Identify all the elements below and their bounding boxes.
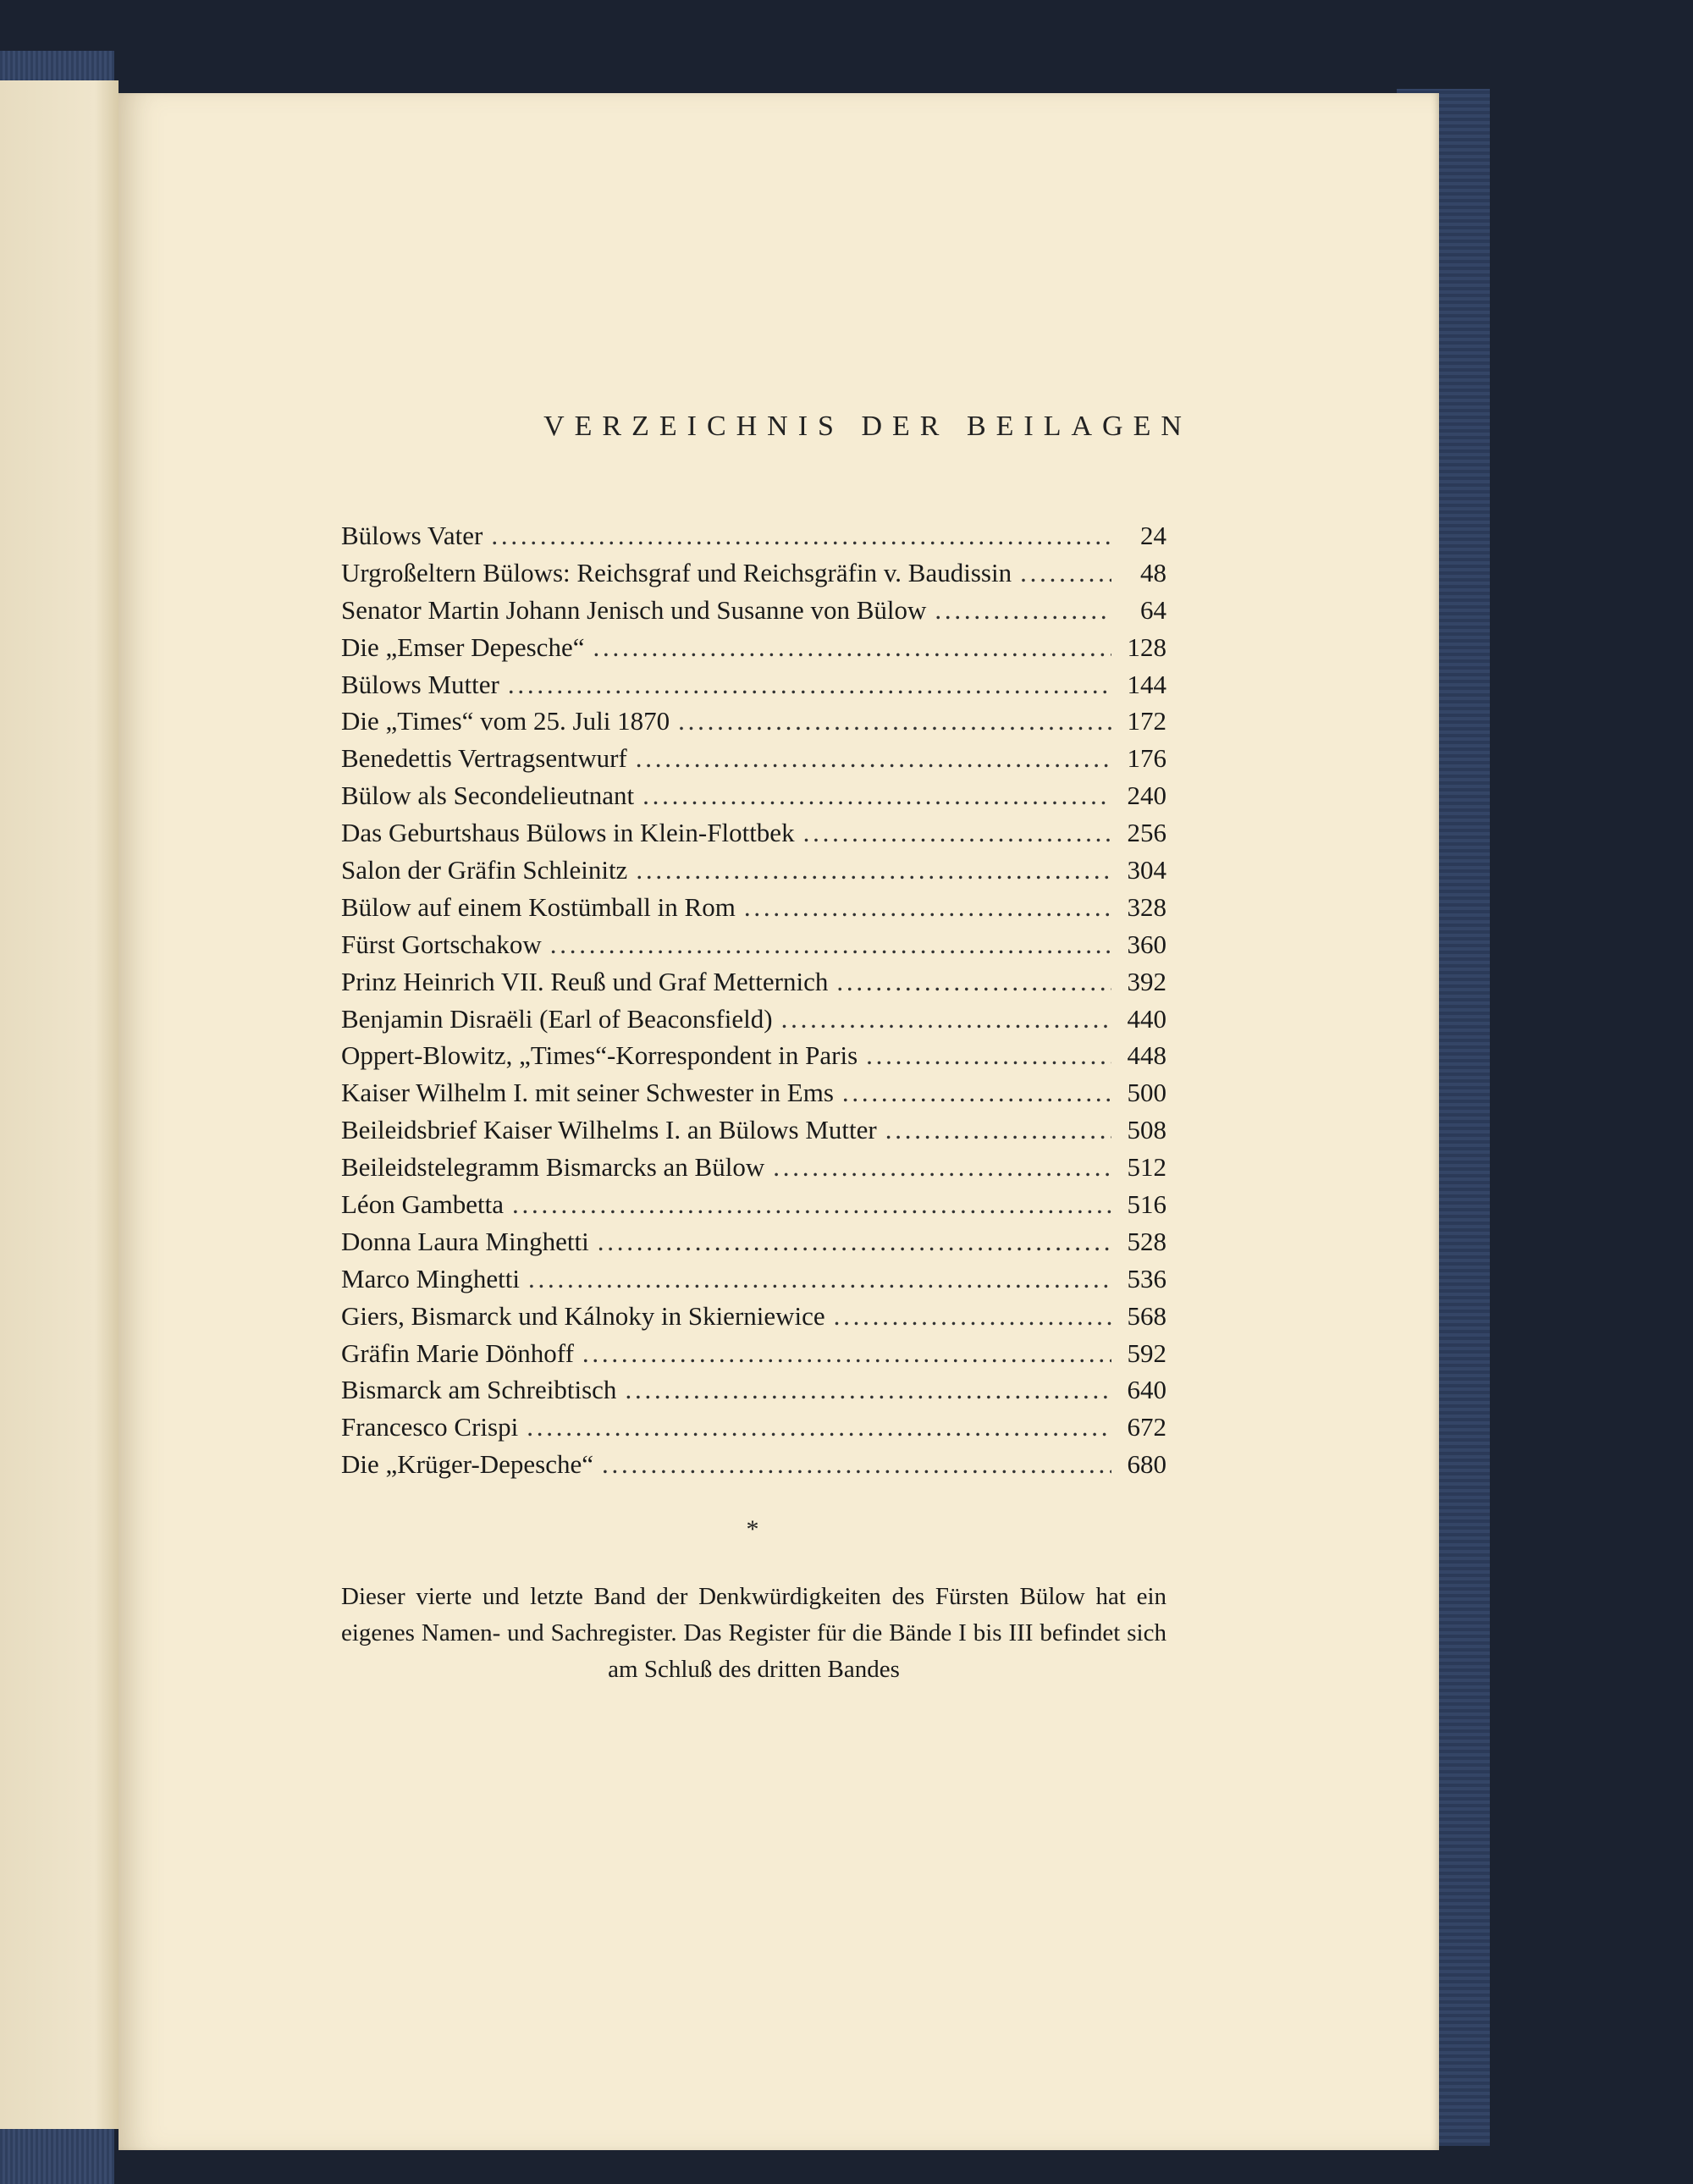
entry-title: Oppert-Blowitz, „Times“-Korrespondent in Paris [341,1040,858,1071]
entry-page-number: 172 [1127,706,1166,736]
dot-leader [550,929,1111,960]
entry-page-number: 516 [1127,1189,1166,1220]
entry-title: Léon Gambetta [341,1189,504,1220]
entry-title: Benjamin Disraëli (Earl of Beaconsfield) [341,1003,773,1034]
list-item [341,1152,1166,1189]
list-item [341,1040,1166,1078]
list-item [341,892,1166,929]
entry-page-number: 512 [1127,1152,1166,1183]
dot-leader [803,818,1111,848]
entry-title: Bülows Vater [341,521,483,550]
footnote: Dieser vierte und letzte Band der Denkwürdigkeiten des Fürsten Bülow hat ein eigenes Namen- und Sachregister. Das Register für die Bände I bis III befindet sich am Schluß des dritten Bandes [341,1583,1166,1683]
entry-title: Das Geburtshaus Bülows in Klein-Flottbek [341,818,795,848]
list-item [341,780,1166,818]
list-item [341,1189,1166,1227]
dot-leader [625,1375,1111,1405]
entry-page-number: 392 [1127,966,1166,996]
entry-page-number: 448 [1127,1040,1166,1071]
dot-leader [602,1449,1111,1480]
entry-page-number: 528 [1127,1226,1166,1256]
list-item [341,855,1166,892]
entry-title: Benedettis Vertragsentwurf [341,743,627,774]
entry-title: Giers, Bismarck und Kálnoky in Skierniewice [341,1300,825,1331]
entry-page-number: 24 [1140,521,1166,550]
dot-leader [582,1338,1111,1369]
dot-leader [642,780,1111,811]
entry-page-number: 568 [1127,1300,1166,1331]
list-item [341,1115,1166,1152]
list-item [341,743,1166,780]
entry-title: Donna Laura Minghetti [341,1226,589,1256]
dot-leader [842,1078,1111,1108]
list-item [341,929,1166,967]
entry-title: Prinz Heinrich VII. Reuß und Graf Metternich [341,966,829,996]
dot-leader [866,1040,1111,1071]
entry-page-number: 640 [1127,1375,1166,1405]
entry-title: Beileidstelegramm Bismarcks an Bülow [341,1152,765,1183]
list-item [341,1227,1166,1264]
page-title: VERZEICHNIS DER BEILAGEN [543,411,1192,442]
dot-leader [512,1189,1111,1220]
entry-title: Marco Minghetti [341,1263,520,1293]
entry-title: Salon der Gräfin Schleinitz [341,855,628,885]
dot-leader [836,967,1111,997]
entry-title: Francesco Crispi [341,1412,519,1442]
entry-page-number: 680 [1127,1449,1166,1480]
entry-title: Die „Times“ vom 25. Juli 1870 [341,706,670,736]
list-item [341,818,1166,855]
list-item [341,670,1166,707]
dot-leader [598,1227,1111,1257]
dot-leader [781,1004,1111,1034]
entry-title: Die „Krüger-Depesche“ [341,1449,594,1480]
dot-leader [885,1115,1111,1145]
entry-page-number: 592 [1127,1337,1166,1368]
dot-leader [678,706,1111,736]
entry-page-number: 64 [1140,594,1166,625]
entry-page-number: 176 [1127,743,1166,774]
entry-page-number: 48 [1140,557,1166,587]
dot-leader [527,1412,1111,1442]
dot-leader [508,670,1111,700]
dot-leader [744,892,1111,923]
list-item [341,1004,1166,1041]
dot-leader [593,632,1111,663]
list-item [341,1301,1166,1338]
list-item [341,967,1166,1004]
section-separator: * [746,1515,759,1543]
list-item [341,521,1166,558]
entry-page-number: 128 [1127,631,1166,662]
list-item [341,632,1166,670]
entry-page-number: 240 [1127,780,1166,811]
dot-leader [636,743,1111,774]
list-item [341,1264,1166,1301]
entry-title: Beileidsbrief Kaiser Wilhelms I. an Bülows Mutter [341,1115,877,1145]
entry-page-number: 360 [1127,929,1166,959]
list-item [341,1338,1166,1376]
entry-title: Bismarck am Schreibtisch [341,1375,617,1405]
entry-title: Gräfin Marie Dönhoff [341,1337,574,1368]
entry-page-number: 256 [1127,818,1166,848]
dot-leader [935,595,1111,626]
entry-title: Die „Emser Depesche“ [341,631,585,662]
dot-leader [834,1301,1111,1332]
list-item [341,1449,1166,1486]
entry-title: Senator Martin Johann Jenisch und Susanne von Bülow [341,594,927,625]
left-page-edge [0,80,119,2129]
list-item [341,706,1166,743]
entry-title: Bülows Mutter [341,669,499,699]
dot-leader [1020,558,1111,588]
entry-title: Bülow als Secondelieutnant [341,780,635,811]
entry-title: Kaiser Wilhelm I. mit seiner Schwester in Ems [341,1078,834,1108]
table-of-contents [341,521,1166,1486]
entry-page-number: 144 [1127,669,1166,699]
entry-page-number: 672 [1127,1412,1166,1442]
dot-leader [773,1152,1111,1183]
entry-page-number: 508 [1127,1115,1166,1145]
list-item [341,558,1166,595]
list-item [341,1078,1166,1115]
dot-leader [491,521,1111,551]
entry-title: Fürst Gortschakow [341,929,542,959]
entry-page-number: 328 [1127,891,1166,922]
list-item [341,1375,1166,1412]
entry-page-number: 536 [1127,1263,1166,1293]
entry-title: Urgroßeltern Bülows: Reichsgraf und Reichsgräfin v. Baudissin [341,557,1012,587]
dot-leader [636,855,1111,885]
entry-page-number: 304 [1127,855,1166,885]
entry-title: Bülow auf einem Kostümball in Rom [341,891,736,922]
list-item [341,1412,1166,1449]
entry-page-number: 440 [1127,1003,1166,1034]
dot-leader [528,1264,1111,1294]
list-item [341,595,1166,632]
entry-page-number: 500 [1127,1078,1166,1108]
